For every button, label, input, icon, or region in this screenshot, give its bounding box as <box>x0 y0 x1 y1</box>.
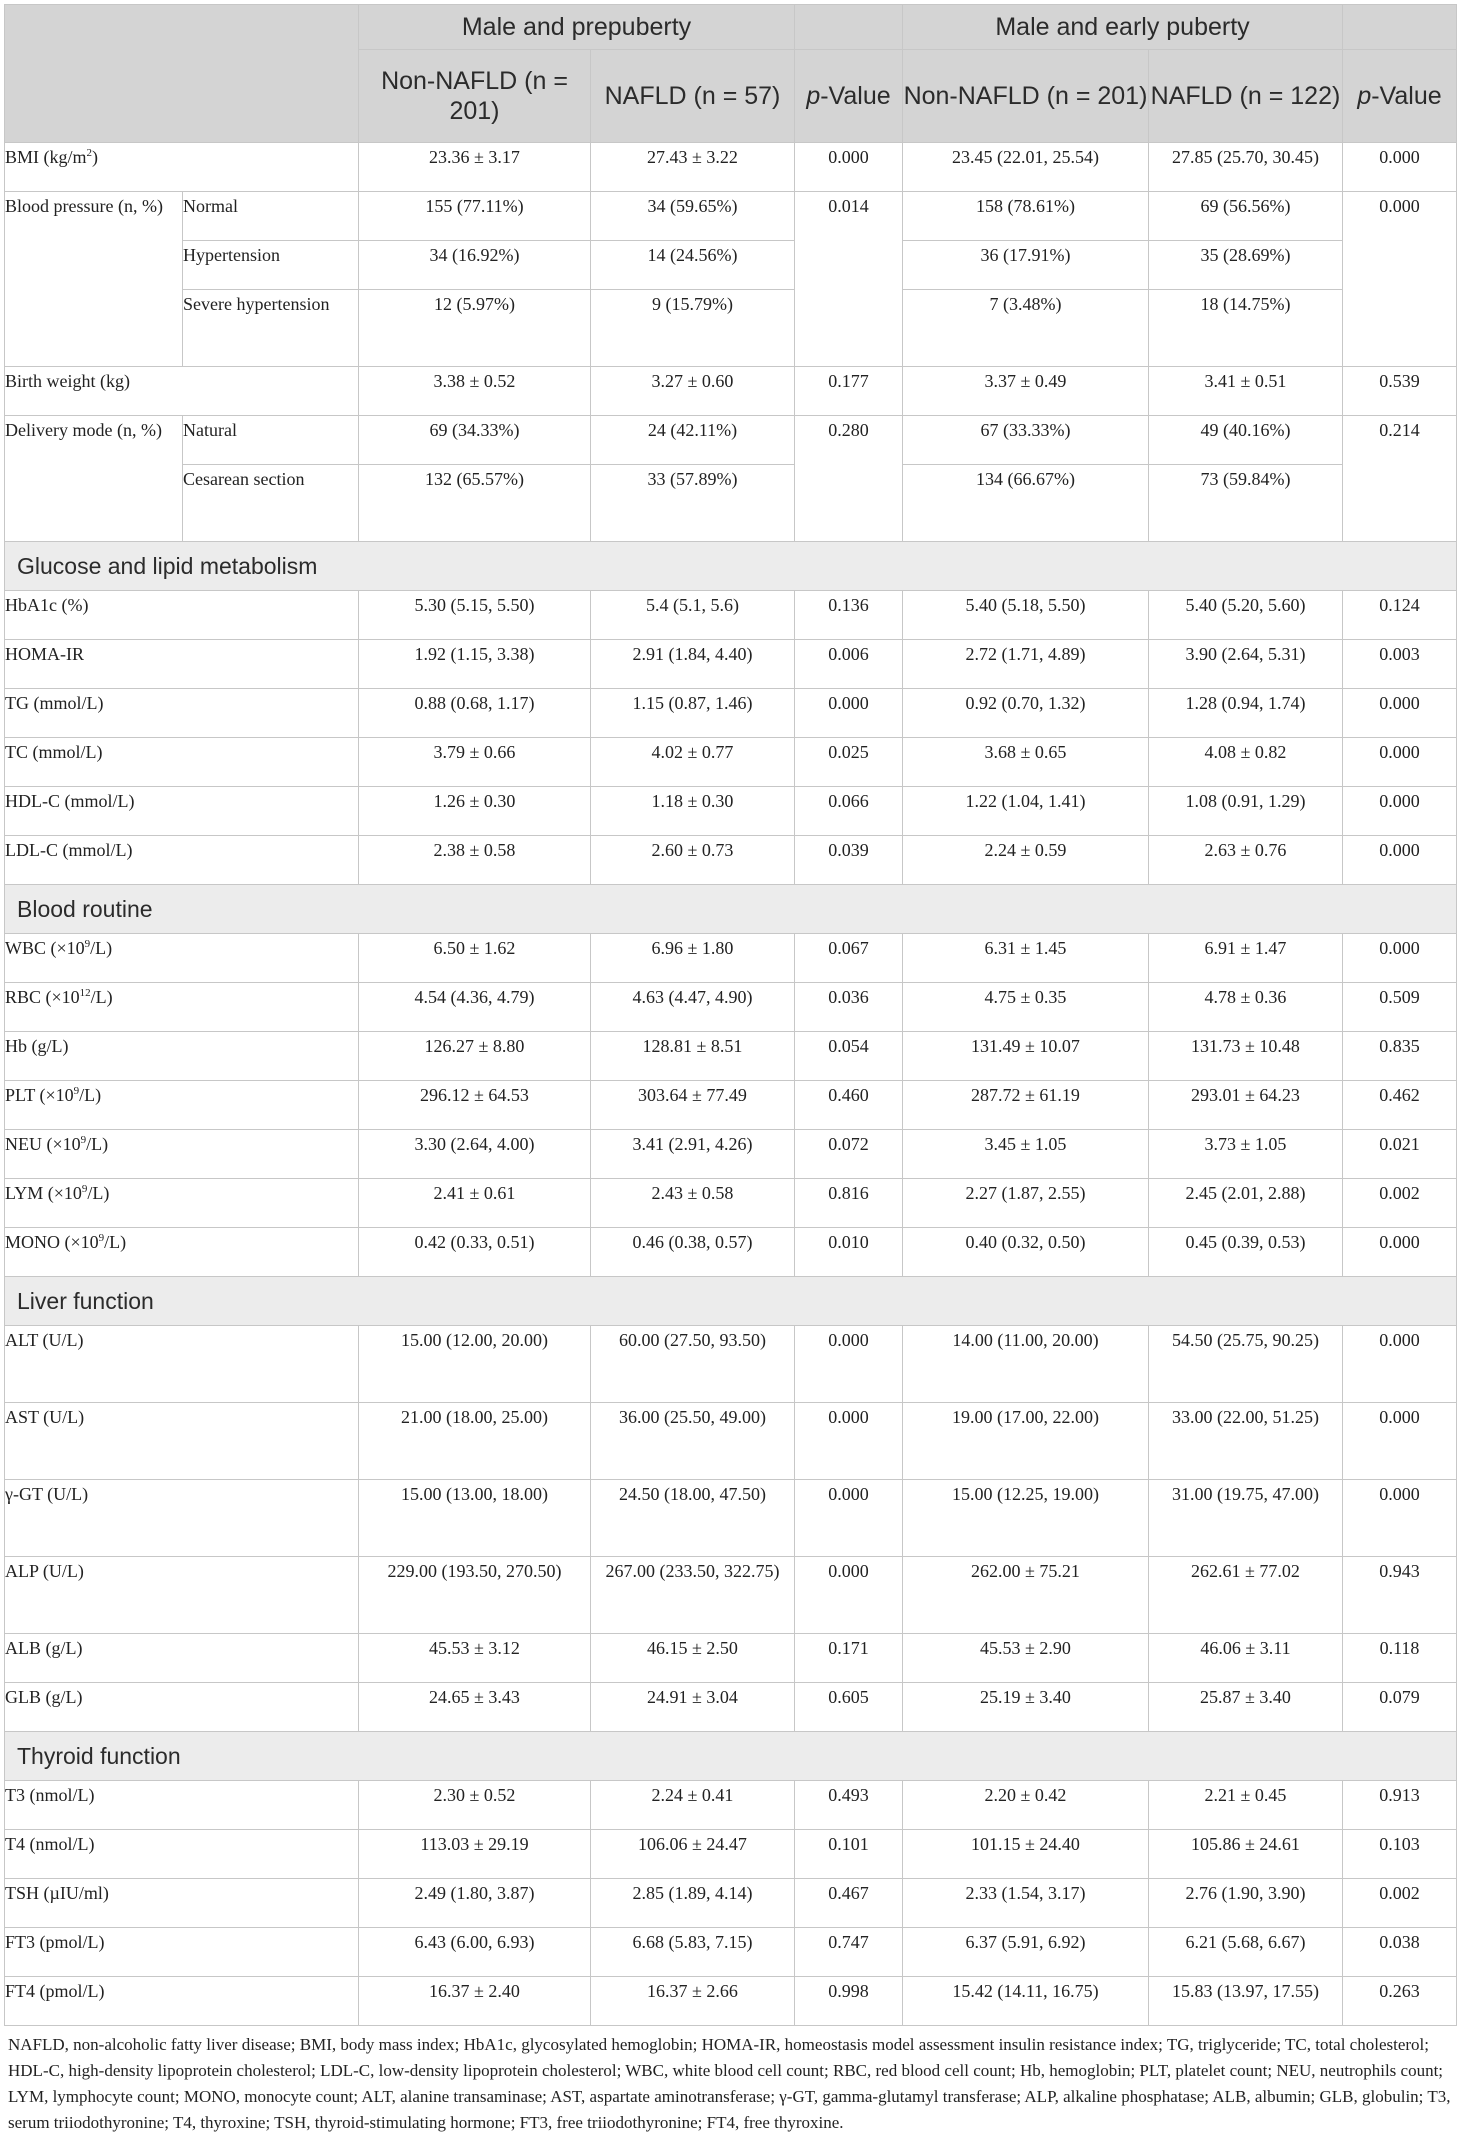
cell: 229.00 (193.50, 270.50) <box>359 1557 591 1634</box>
row-label: WBC $(\times 10^9/L)$ <box>5 934 359 983</box>
cell: 6.50 ± 1.62 <box>359 934 591 983</box>
cell: 0.493 <box>795 1781 903 1830</box>
table-row-delivery-cesarean <box>5 465 1457 542</box>
cell: 46.06 ± 3.11 <box>1149 1634 1343 1683</box>
p-letter: p <box>806 82 821 110</box>
cell: 128.81 ± 8.51 <box>591 1032 795 1081</box>
header-col-pvalue-2 <box>1343 50 1457 143</box>
cell: 0.88 (0.68, 1.17) <box>359 689 591 738</box>
row-label: T4 (nmol/L) <box>5 1830 359 1879</box>
cell: 25.87 ± 3.40 <box>1149 1683 1343 1732</box>
row-label: T3 (nmol/L) <box>5 1781 359 1830</box>
header-group-early-puberty-p <box>1343 5 1457 50</box>
row-label: BMI $(kg/m^2)$ <box>5 143 359 192</box>
cell: 0.000 <box>1343 1326 1457 1403</box>
cell: 113.03 ± 29.19 <box>359 1830 591 1879</box>
cell: 0.003 <box>1343 640 1457 689</box>
row-label: LYM $(\times 10^9/L)$ <box>5 1179 359 1228</box>
row-label: Blood pressure (n, %) <box>5 192 183 367</box>
cell: 0.000 <box>1343 143 1457 192</box>
sub-label: Cesarean section <box>183 465 359 542</box>
cell: 0.000 <box>1343 1480 1457 1557</box>
cell: 3.41 ± 0.51 <box>1149 367 1343 416</box>
table-row-bmi <box>5 143 1457 192</box>
cell: 0.000 <box>1343 787 1457 836</box>
cell: 1.92 (1.15, 3.38) <box>359 640 591 689</box>
row-label: LDL-C (mmol/L) <box>5 836 359 885</box>
row-label: NEU $(\times 10^9/L)$ <box>5 1130 359 1179</box>
cell: 5.30 (5.15, 5.50) <box>359 591 591 640</box>
cell: 14.00 (11.00, 20.00) <box>903 1326 1149 1403</box>
cell: 2.63 ± 0.76 <box>1149 836 1343 885</box>
cell: 69 (34.33%) <box>359 416 591 465</box>
table-row-birth-weight <box>5 367 1457 416</box>
cell: 73 (59.84%) <box>1149 465 1343 542</box>
table-row <box>5 1879 1457 1928</box>
cell: 0.000 <box>1343 836 1457 885</box>
cell: 67 (33.33%) <box>903 416 1149 465</box>
cell: 131.73 ± 10.48 <box>1149 1032 1343 1081</box>
cell: 6.37 (5.91, 6.92) <box>903 1928 1149 1977</box>
cell: 4.54 (4.36, 4.79) <box>359 983 591 1032</box>
table-row <box>5 983 1457 1032</box>
cell: 0.054 <box>795 1032 903 1081</box>
header-corner <box>5 5 359 143</box>
cell: 23.45 (22.01, 25.54) <box>903 143 1149 192</box>
sub-label: Severe hypertension <box>183 290 359 367</box>
cell: 262.00 ± 75.21 <box>903 1557 1149 1634</box>
cell: 0.000 <box>795 143 903 192</box>
cell: 0.079 <box>1343 1683 1457 1732</box>
cell: 4.02 ± 0.77 <box>591 738 795 787</box>
cell: 0.000 <box>795 1403 903 1480</box>
cell: 293.01 ± 64.23 <box>1149 1081 1343 1130</box>
row-label: GLB (g/L) <box>5 1683 359 1732</box>
header-group-prepuberty-p <box>795 5 903 50</box>
cell: 33 (57.89%) <box>591 465 795 542</box>
row-label: TG (mmol/L) <box>5 689 359 738</box>
cell: 0.462 <box>1343 1081 1457 1130</box>
cell: 0.038 <box>1343 1928 1457 1977</box>
cell: 0.40 (0.32, 0.50) <box>903 1228 1149 1277</box>
table-row-bp-hypertension <box>5 241 1457 290</box>
table-row <box>5 934 1457 983</box>
header-col-non-nafld-2: Non-NAFLD (n = 201) <box>903 50 1149 143</box>
cell: 101.15 ± 24.40 <box>903 1830 1149 1879</box>
table-row <box>5 1032 1457 1081</box>
row-label: HbA1c (%) <box>5 591 359 640</box>
cell: 126.27 ± 8.80 <box>359 1032 591 1081</box>
cell: 2.38 ± 0.58 <box>359 836 591 885</box>
table-row <box>5 1081 1457 1130</box>
cell: 3.45 ± 1.05 <box>903 1130 1149 1179</box>
section-header-thyroid <box>5 1732 1457 1781</box>
header-group-prepuberty: Male and prepuberty <box>359 5 795 50</box>
cell: 3.68 ± 0.65 <box>903 738 1149 787</box>
row-label: Birth weight (kg) <box>5 367 359 416</box>
cell: 45.53 ± 3.12 <box>359 1634 591 1683</box>
cell: 0.000 <box>1343 1403 1457 1480</box>
cell: 2.49 (1.80, 3.87) <box>359 1879 591 1928</box>
cell: 2.33 (1.54, 3.17) <box>903 1879 1149 1928</box>
cell: 3.37 ± 0.49 <box>903 367 1149 416</box>
section-title: Glucose and lipid metabolism <box>5 542 1457 591</box>
cell: 287.72 ± 61.19 <box>903 1081 1149 1130</box>
cell: 0.136 <box>795 591 903 640</box>
section-header-liver <box>5 1277 1457 1326</box>
cell: 7 (3.48%) <box>903 290 1149 367</box>
cell: 0.605 <box>795 1683 903 1732</box>
table-row <box>5 1781 1457 1830</box>
cell: 0.118 <box>1343 1634 1457 1683</box>
cell: 15.00 (13.00, 18.00) <box>359 1480 591 1557</box>
cell: 0.103 <box>1343 1830 1457 1879</box>
cell: 1.08 (0.91, 1.29) <box>1149 787 1343 836</box>
table-row <box>5 640 1457 689</box>
cell: 0.000 <box>1343 1228 1457 1277</box>
sub-label: Natural <box>183 416 359 465</box>
cell: 131.49 ± 10.07 <box>903 1032 1149 1081</box>
cell: 2.91 (1.84, 4.40) <box>591 640 795 689</box>
cell: 18 (14.75%) <box>1149 290 1343 367</box>
table-row <box>5 1480 1457 1557</box>
row-label: AST (U/L) <box>5 1403 359 1480</box>
cell: 14 (24.56%) <box>591 241 795 290</box>
row-label: RBC $(\times 10^{12}/L)$ <box>5 983 359 1032</box>
cell: 0.280 <box>795 416 903 542</box>
table-row-bp-severe <box>5 290 1457 367</box>
cell: 24.91 ± 3.04 <box>591 1683 795 1732</box>
cell: 15.42 (14.11, 16.75) <box>903 1977 1149 2026</box>
cell: 0.46 (0.38, 0.57) <box>591 1228 795 1277</box>
table-row <box>5 1403 1457 1480</box>
cell: 0.010 <box>795 1228 903 1277</box>
cell: 0.006 <box>795 640 903 689</box>
cell: 0.816 <box>795 1179 903 1228</box>
table-row <box>5 836 1457 885</box>
table-footnote: NAFLD, non-alcoholic fatty liver disease; BMI, body mass index; HbA1c, glycosylated hemoglobin; HOMA-IR, homeostasis model assessment insulin resistance index; TG, triglyceride; TC, total cholesterol; HDL-C, high-density lipoprotein cholesterol; LDL-C, low-density lipoprotein cholesterol; WBC, white blood cell count; RBC, red blood cell count; Hb, hemoglobin; PLT, platelet count; NEU, neutrophils count; LYM, lymphocyte count; MONO, monocyte count; ALT, alanine transaminase; AST, aspartate aminotransferase; γ-GT, gamma-glutamyl transferase; ALP, alkaline phosphatase; ALB, albumin; GLB, globulin; T3, serum triiodothyronine; T4, thyroxine; TSH, thyroid-stimulating hormone; FT3, free triiodothyronine; FT4, free thyroxine. <box>8 2035 1451 2132</box>
cell: 0.177 <box>795 367 903 416</box>
cell: 105.86 ± 24.61 <box>1149 1830 1343 1879</box>
cell: 0.014 <box>795 192 903 367</box>
cell: 0.509 <box>1343 983 1457 1032</box>
cell: 2.24 ± 0.41 <box>591 1781 795 1830</box>
cell: 0.998 <box>795 1977 903 2026</box>
row-label: Delivery mode (n, %) <box>5 416 183 542</box>
cell: 0.072 <box>795 1130 903 1179</box>
cell: 1.22 (1.04, 1.41) <box>903 787 1149 836</box>
p-value-suffix: -Value <box>820 82 891 110</box>
cell: 15.00 (12.25, 19.00) <box>903 1480 1149 1557</box>
cell: 0.539 <box>1343 367 1457 416</box>
table-row <box>5 1634 1457 1683</box>
header-col-nafld-1: NAFLD (n = 57) <box>591 50 795 143</box>
table-row <box>5 1830 1457 1879</box>
section-title: Thyroid function <box>5 1732 1457 1781</box>
cell: 0.000 <box>1343 192 1457 367</box>
cell: 134 (66.67%) <box>903 465 1149 542</box>
header-group-early-puberty: Male and early puberty <box>903 5 1343 50</box>
cell: 0.067 <box>795 934 903 983</box>
cell: 0.000 <box>795 1326 903 1403</box>
cell: 16.37 ± 2.40 <box>359 1977 591 2026</box>
header-col-pvalue-1 <box>795 50 903 143</box>
cell: 36 (17.91%) <box>903 241 1149 290</box>
cell: 24.65 ± 3.43 <box>359 1683 591 1732</box>
cell: 0.002 <box>1343 1179 1457 1228</box>
cell: 0.036 <box>795 983 903 1032</box>
cell: 5.4 (5.1, 5.6) <box>591 591 795 640</box>
cell: 33.00 (22.00, 51.25) <box>1149 1403 1343 1480</box>
table-row <box>5 1179 1457 1228</box>
cell: 2.85 (1.89, 4.14) <box>591 1879 795 1928</box>
cell: 45.53 ± 2.90 <box>903 1634 1149 1683</box>
cell: 0.467 <box>795 1879 903 1928</box>
cell: 3.90 (2.64, 5.31) <box>1149 640 1343 689</box>
cell: 6.31 ± 1.45 <box>903 934 1149 983</box>
cell: 1.18 ± 0.30 <box>591 787 795 836</box>
row-label: TC (mmol/L) <box>5 738 359 787</box>
table-row-bp-normal <box>5 192 1457 241</box>
cell: 25.19 ± 3.40 <box>903 1683 1149 1732</box>
cell: 0.943 <box>1343 1557 1457 1634</box>
header-col-nafld-2: NAFLD (n = 122) <box>1149 50 1343 143</box>
cell: 16.37 ± 2.66 <box>591 1977 795 2026</box>
cell: 6.91 ± 1.47 <box>1149 934 1343 983</box>
cell: 34 (16.92%) <box>359 241 591 290</box>
cell: 296.12 ± 64.53 <box>359 1081 591 1130</box>
cell: 2.30 ± 0.52 <box>359 1781 591 1830</box>
sub-label: Hypertension <box>183 241 359 290</box>
cell: 0.066 <box>795 787 903 836</box>
table-row <box>5 787 1457 836</box>
cell: 0.039 <box>795 836 903 885</box>
header-col-non-nafld-1: Non-NAFLD (n = 201) <box>359 50 591 143</box>
cell: 1.28 (0.94, 1.74) <box>1149 689 1343 738</box>
cell: 15.83 (13.97, 17.55) <box>1149 1977 1343 2026</box>
cell: 0.124 <box>1343 591 1457 640</box>
table-row <box>5 591 1457 640</box>
row-label: γ-GT (U/L) <box>5 1480 359 1557</box>
cell: 4.78 ± 0.36 <box>1149 983 1343 1032</box>
cell: 132 (65.57%) <box>359 465 591 542</box>
cell: 0.263 <box>1343 1977 1457 2026</box>
cell: 24 (42.11%) <box>591 416 795 465</box>
cell: 0.214 <box>1343 416 1457 542</box>
row-label: ALB (g/L) <box>5 1634 359 1683</box>
cell: 3.73 ± 1.05 <box>1149 1130 1343 1179</box>
cell: 155 (77.11%) <box>359 192 591 241</box>
table-row <box>5 689 1457 738</box>
cell: 0.747 <box>795 1928 903 1977</box>
cell: 49 (40.16%) <box>1149 416 1343 465</box>
section-title: Blood routine <box>5 885 1457 934</box>
cell: 0.171 <box>795 1634 903 1683</box>
cell: 12 (5.97%) <box>359 290 591 367</box>
cell: 34 (59.65%) <box>591 192 795 241</box>
cell: 3.41 (2.91, 4.26) <box>591 1130 795 1179</box>
cell: 303.64 ± 77.49 <box>591 1081 795 1130</box>
cell: 21.00 (18.00, 25.00) <box>359 1403 591 1480</box>
cell: 19.00 (17.00, 22.00) <box>903 1403 1149 1480</box>
table-row <box>5 1683 1457 1732</box>
cell: 2.41 ± 0.61 <box>359 1179 591 1228</box>
cell: 0.913 <box>1343 1781 1457 1830</box>
section-header-blood <box>5 885 1457 934</box>
row-label: HDL-C (mmol/L) <box>5 787 359 836</box>
cell: 0.92 (0.70, 1.32) <box>903 689 1149 738</box>
cell: 27.43 ± 3.22 <box>591 143 795 192</box>
cell: 3.38 ± 0.52 <box>359 367 591 416</box>
table-row <box>5 1130 1457 1179</box>
row-label: ALP (U/L) <box>5 1557 359 1634</box>
cell: 35 (28.69%) <box>1149 241 1343 290</box>
p-letter: p <box>1357 82 1372 110</box>
cell: 2.60 ± 0.73 <box>591 836 795 885</box>
cell: 5.40 (5.20, 5.60) <box>1149 591 1343 640</box>
cell: 0.025 <box>795 738 903 787</box>
cell: 0.45 (0.39, 0.53) <box>1149 1228 1343 1277</box>
table-row <box>5 738 1457 787</box>
cell: 158 (78.61%) <box>903 192 1149 241</box>
cell: 6.43 (6.00, 6.93) <box>359 1928 591 1977</box>
sub-label: Normal <box>183 192 359 241</box>
cell: 4.08 ± 0.82 <box>1149 738 1343 787</box>
nafld-comparison-table <box>4 4 1457 2026</box>
table-row <box>5 1557 1457 1634</box>
cell: 0.000 <box>1343 934 1457 983</box>
cell: 262.61 ± 77.02 <box>1149 1557 1343 1634</box>
table-row <box>5 1326 1457 1403</box>
cell: 3.27 ± 0.60 <box>591 367 795 416</box>
cell: 36.00 (25.50, 49.00) <box>591 1403 795 1480</box>
cell: 2.43 ± 0.58 <box>591 1179 795 1228</box>
table-row <box>5 1928 1457 1977</box>
cell: 0.000 <box>1343 738 1457 787</box>
table-row-delivery-natural <box>5 416 1457 465</box>
table-container <box>4 0 1456 2136</box>
cell: 0.101 <box>795 1830 903 1879</box>
row-label: Hb (g/L) <box>5 1032 359 1081</box>
cell: 24.50 (18.00, 47.50) <box>591 1480 795 1557</box>
cell: 2.24 ± 0.59 <box>903 836 1149 885</box>
cell: 2.76 (1.90, 3.90) <box>1149 1879 1343 1928</box>
cell: 3.79 ± 0.66 <box>359 738 591 787</box>
cell: 6.96 ± 1.80 <box>591 934 795 983</box>
cell: 6.68 (5.83, 7.15) <box>591 1928 795 1977</box>
row-label: ALT (U/L) <box>5 1326 359 1403</box>
cell: 60.00 (27.50, 93.50) <box>591 1326 795 1403</box>
cell: 69 (56.56%) <box>1149 192 1343 241</box>
cell: 9 (15.79%) <box>591 290 795 367</box>
cell: 4.75 ± 0.35 <box>903 983 1149 1032</box>
cell: 106.06 ± 24.47 <box>591 1830 795 1879</box>
cell: 0.000 <box>795 1557 903 1634</box>
row-label: MONO $(\times 10^9/L)$ <box>5 1228 359 1277</box>
cell: 15.00 (12.00, 20.00) <box>359 1326 591 1403</box>
cell: 0.021 <box>1343 1130 1457 1179</box>
cell: 0.000 <box>795 1480 903 1557</box>
cell: 31.00 (19.75, 47.00) <box>1149 1480 1343 1557</box>
cell: 54.50 (25.75, 90.25) <box>1149 1326 1343 1403</box>
cell: 6.21 (5.68, 6.67) <box>1149 1928 1343 1977</box>
row-label: HOMA-IR <box>5 640 359 689</box>
cell: 2.21 ± 0.45 <box>1149 1781 1343 1830</box>
cell: 2.72 (1.71, 4.89) <box>903 640 1149 689</box>
cell: 1.15 (0.87, 1.46) <box>591 689 795 738</box>
table-row <box>5 1977 1457 2026</box>
row-label: PLT $(\times 10^9/L)$ <box>5 1081 359 1130</box>
cell: 27.85 (25.70, 30.45) <box>1149 143 1343 192</box>
cell: 0.460 <box>795 1081 903 1130</box>
p-value-suffix: -Value <box>1371 82 1442 110</box>
cell: 0.000 <box>1343 689 1457 738</box>
cell: 267.00 (233.50, 322.75) <box>591 1557 795 1634</box>
cell: 0.000 <box>795 689 903 738</box>
section-title: Liver function <box>5 1277 1457 1326</box>
cell: 46.15 ± 2.50 <box>591 1634 795 1683</box>
table-row <box>5 1228 1457 1277</box>
cell: 5.40 (5.18, 5.50) <box>903 591 1149 640</box>
cell: 0.002 <box>1343 1879 1457 1928</box>
cell: 3.30 (2.64, 4.00) <box>359 1130 591 1179</box>
cell: 23.36 ± 3.17 <box>359 143 591 192</box>
row-label: TSH (µIU/ml) <box>5 1879 359 1928</box>
cell: 4.63 (4.47, 4.90) <box>591 983 795 1032</box>
cell: 2.45 (2.01, 2.88) <box>1149 1179 1343 1228</box>
cell: 1.26 ± 0.30 <box>359 787 591 836</box>
cell: 2.27 (1.87, 2.55) <box>903 1179 1149 1228</box>
section-header-glucose <box>5 542 1457 591</box>
cell: 2.20 ± 0.42 <box>903 1781 1149 1830</box>
row-label: FT3 (pmol/L) <box>5 1928 359 1977</box>
row-label: FT4 (pmol/L) <box>5 1977 359 2026</box>
cell: 0.835 <box>1343 1032 1457 1081</box>
cell: 0.42 (0.33, 0.51) <box>359 1228 591 1277</box>
